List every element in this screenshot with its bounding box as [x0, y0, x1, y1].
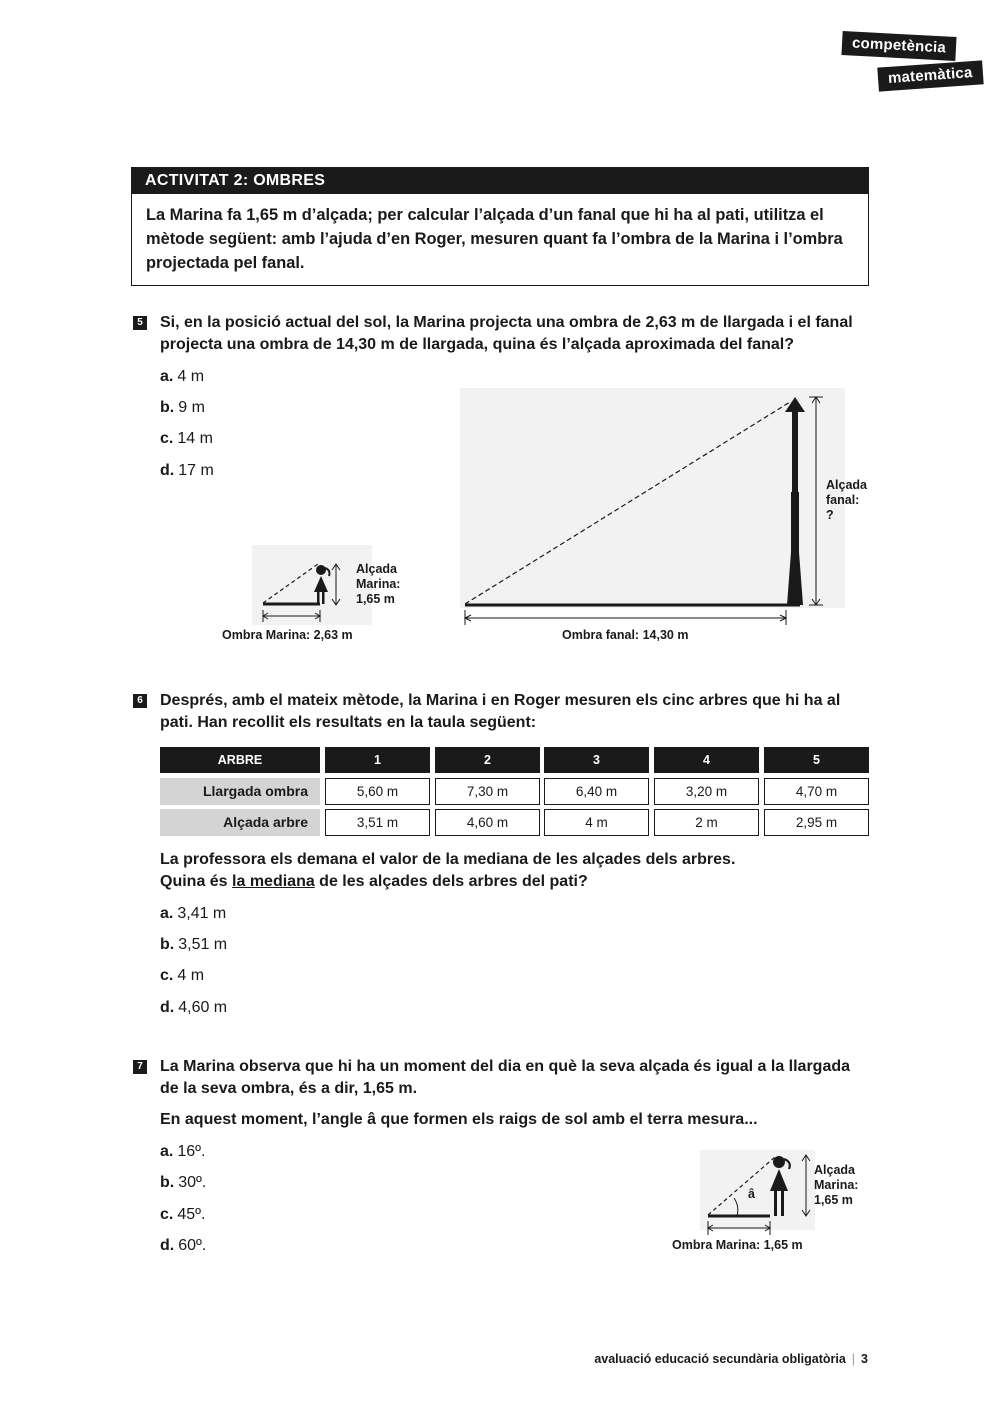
q7-marina-figure — [690, 1145, 820, 1245]
table-cell: 2 m — [654, 809, 759, 836]
q5-lamp-height-label: Alçada fanal: ? — [826, 478, 867, 522]
q5-option-d[interactable]: d. 17 m — [160, 462, 214, 479]
table-header-cell: ARBRE — [160, 747, 320, 773]
table-cell: 6,40 m — [544, 778, 649, 805]
q5-lamp-figure — [455, 385, 855, 635]
badge-competencia: competència — [841, 31, 956, 61]
q5-option-b[interactable]: b. 9 m — [160, 399, 205, 416]
table-header-cell: 5 — [764, 747, 869, 773]
question-6-number: 6 — [133, 694, 147, 708]
q7-height-label: Alçada Marina: 1,65 m — [814, 1163, 859, 1207]
q7-option-d[interactable]: d. 60º. — [160, 1237, 207, 1254]
badge-matematica: matemàtica — [877, 60, 983, 91]
mediana-underlined: la mediana — [232, 873, 315, 890]
q6-option-d[interactable]: d. 4,60 m — [160, 999, 228, 1016]
question-6-line2: pati. Han recollit els resultats en la taula següent: — [160, 714, 537, 731]
question-6-line4: Quina és la mediana de les alçades dels arbres del pati? — [160, 873, 588, 890]
table-header-cell: 1 — [325, 747, 430, 773]
q7-angle-label: â — [748, 1187, 755, 1201]
q7-shadow-label: Ombra Marina: 1,65 m — [672, 1238, 803, 1252]
page-footer: avaluació educació secundària obligatòria | 3 — [594, 1352, 868, 1366]
q5-marina-height-label: Alçada Marina: 1,65 m — [356, 562, 401, 606]
q5-lamp-shadow-label: Ombra fanal: 14,30 m — [562, 628, 689, 642]
table-cell: 3,51 m — [325, 809, 430, 836]
question-6-line3: La professora els demana el valor de la mediana de les alçades dels arbres. — [160, 851, 736, 868]
question-7-number: 7 — [133, 1060, 147, 1074]
question-5-line2: projecta una ombra de 14,30 m de llargada, quina és l’alçada aproximada del fanal? — [160, 336, 794, 353]
table-header-cell: 4 — [654, 747, 759, 773]
q7-option-c[interactable]: c. 45º. — [160, 1206, 206, 1223]
table-row-label: Llargada ombra — [160, 778, 320, 805]
question-7-line2: de la seva ombra, és a dir, 1,65 m. — [160, 1080, 418, 1097]
q5-marina-shadow-label: Ombra Marina: 2,63 m — [222, 628, 353, 642]
table-cell: 4,60 m — [435, 809, 540, 836]
activity-intro: La Marina fa 1,65 m d’alçada; per calcular l’alçada d’un fanal que hi ha al pati, utilitza el mètode següent: amb l’ajuda d’en Roger, mesuren quant fa l’ombra de la Marina i l’ombra projectada pel fanal. — [131, 194, 869, 286]
question-5-number: 5 — [133, 316, 147, 330]
table-cell: 7,30 m — [435, 778, 540, 805]
table-header-cell: 2 — [435, 747, 540, 773]
table-cell: 2,95 m — [764, 809, 869, 836]
table-cell: 3,20 m — [654, 778, 759, 805]
question-5-line1: Si, en la posició actual del sol, la Marina projecta una ombra de 2,63 m de llargada i el fanal — [160, 314, 853, 331]
q7-option-b[interactable]: b. 30º. — [160, 1174, 207, 1191]
q5-option-c[interactable]: c. 14 m — [160, 430, 213, 447]
activity-title: ACTIVITAT 2: OMBRES — [131, 167, 869, 194]
q6-option-c[interactable]: c. 4 m — [160, 967, 205, 984]
q5-option-a[interactable]: a. 4 m — [160, 368, 205, 385]
table-cell: 5,60 m — [325, 778, 430, 805]
table-cell: 4,70 m — [764, 778, 869, 805]
q6-option-a[interactable]: a. 3,41 m — [160, 905, 227, 922]
table-cell: 4 m — [544, 809, 649, 836]
question-6-line1: Després, amb el mateix mètode, la Marina i en Roger mesuren els cinc arbres que hi ha al — [160, 692, 841, 709]
q7-option-a[interactable]: a. 16º. — [160, 1143, 206, 1160]
q6-option-b[interactable]: b. 3,51 m — [160, 936, 228, 953]
table-row-label: Alçada arbre — [160, 809, 320, 836]
page-number: 3 — [861, 1352, 868, 1366]
question-7-line3: En aquest moment, l’angle â que formen els raigs de sol amb el terra mesura... — [160, 1111, 758, 1128]
table-header-cell: 3 — [544, 747, 649, 773]
question-7-line1: La Marina observa que hi ha un moment del dia en què la seva alçada és igual a la llargada — [160, 1058, 851, 1075]
